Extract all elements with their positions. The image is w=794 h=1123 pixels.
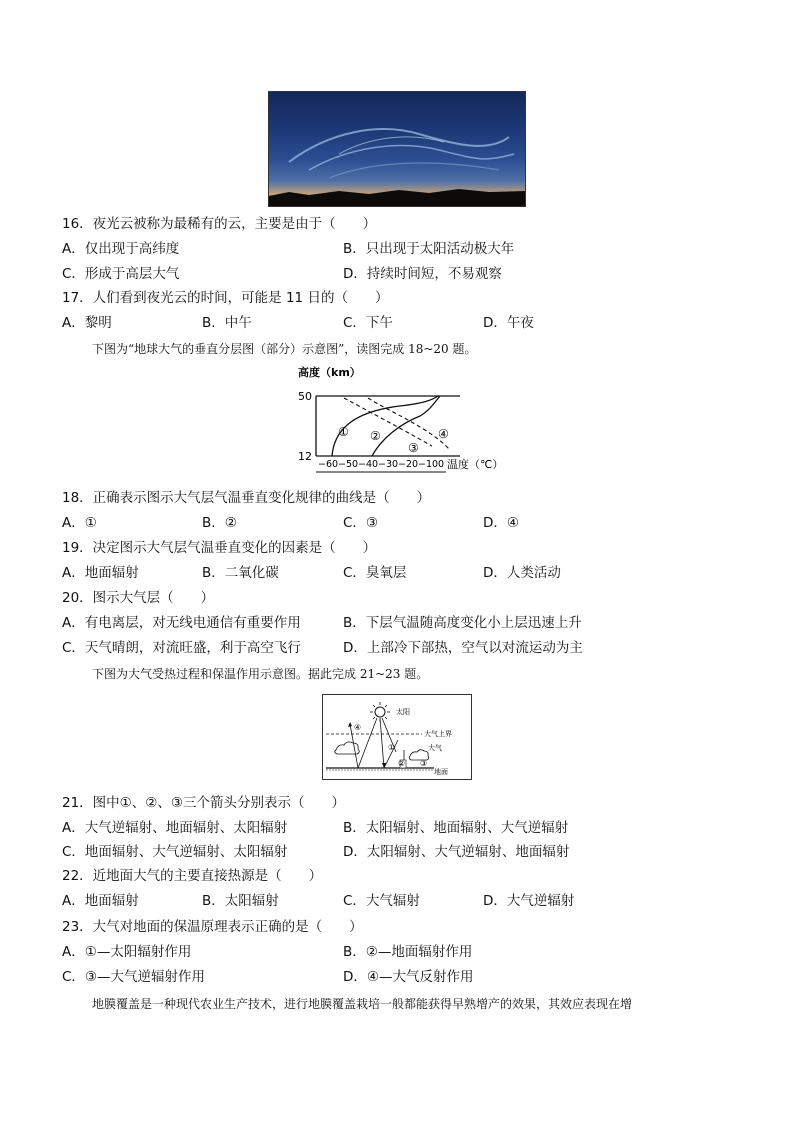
q22-option-a[interactable]: A．地面辐射 [62,893,139,909]
q22-stem: 22．近地面大气的主要直接热源是（ ） [62,868,323,884]
q20-option-a[interactable]: A．有电离层，对无线电通信有重要作用 [62,615,301,631]
q23-option-a[interactable]: A．①—太阳辐射作用 [62,944,192,960]
q16-option-c[interactable]: C．形成于高层大气 [62,266,180,282]
curve-label-3: ③ [408,441,419,455]
q19-option-a[interactable]: A．地面辐射 [62,565,139,581]
fig1-y-top: 50 [298,390,312,403]
atmosphere-layer-figure [290,362,510,480]
q21-option-a[interactable]: A．大气逆辐射、地面辐射、太阳辐射 [62,820,288,836]
cloud-streaks [269,92,525,206]
q16-option-d[interactable]: D．持续时间短，不易观察 [343,266,502,282]
fig1-xlabel: 温度（℃） [447,458,504,471]
fig1-ylabel: 高度（km） [298,366,361,379]
q23-stem: 23．大气对地面的保温原理表示正确的是（ ） [62,919,363,935]
q18-stem: 18．正确表示图示大气层气温垂直变化规律的曲线是（ ） [62,490,431,506]
label-upper-atmosphere: 大气上界 [424,730,452,738]
xtick-3: −40 [358,459,379,470]
q22-option-c[interactable]: C．大气辐射 [343,893,420,909]
curve-label-4: ④ [438,427,449,441]
fig2-label-1: ① [388,743,396,752]
q18-option-d[interactable]: D．④ [483,515,519,531]
q17-stem: 17．人们看到夜光云的时间，可能是 11 日的（ ） [62,290,389,306]
heating-process-figure [322,694,472,780]
xtick-5: −20 [398,459,419,470]
curve-3 [344,398,432,446]
fig2-label-2: ② [398,759,406,768]
intro-21-23: 下图为大气受热过程和保温作用示意图。据此完成 21~23 题。 [92,667,429,681]
label-ground: 地面 [434,768,448,776]
q20-stem: 20．图示大气层（ ） [62,590,215,606]
q21-option-d[interactable]: D．太阳辐射、大气逆辐射、地面辐射 [343,844,570,860]
q18-option-c[interactable]: C．③ [343,515,379,531]
xtick-4: −30 [378,459,399,470]
curve-label-1: ① [338,425,349,439]
q23-option-d[interactable]: D．④—大气反射作用 [343,969,474,985]
q16-option-a[interactable]: A．仅出现于高纬度 [62,241,180,257]
q19-stem: 19．决定图示大气层气温垂直变化的因素是（ ） [62,540,377,556]
q18-option-b[interactable]: B．② [202,515,237,531]
noctilucent-cloud-photo [268,91,526,207]
q17-option-a[interactable]: A．黎明 [62,315,112,331]
q17-option-b[interactable]: B．中午 [202,315,252,331]
q20-option-b[interactable]: B．下层气温随高度变化小上层迅速上升 [343,615,582,631]
q19-option-c[interactable]: C．臭氧层 [343,565,407,581]
fig2-label-3: ③ [420,759,428,768]
q22-option-d[interactable]: D．大气逆辐射 [483,893,575,909]
q19-option-d[interactable]: D．人类活动 [483,565,561,581]
q20-option-c[interactable]: C．天气晴朗，对流旺盛，利于高空飞行 [62,640,301,656]
label-atmosphere: 大气 [428,744,442,752]
q22-option-b[interactable]: B．太阳辐射 [202,893,279,909]
intro-18-20: 下图为“地球大气的垂直分层图（部分）示意图”，读图完成 18~20 题。 [92,342,477,356]
label-sun: 太阳 [396,708,410,716]
q20-option-d[interactable]: D．上部冷下部热，空气以对流运动为主 [343,640,583,656]
q17-option-d[interactable]: D．午夜 [483,315,534,331]
xtick-2: −50 [338,459,359,470]
curve-label-2: ② [370,429,381,443]
q16-option-b[interactable]: B．只出现于太阳活动极大年 [343,241,515,257]
q23-option-c[interactable]: C．③—大气逆辐射作用 [62,969,206,985]
xtick-1: −60 [318,459,339,470]
q16-stem: 16．夜光云被称为最稀有的云，主要是由于（ ） [62,216,377,232]
fig1-xticks [318,459,444,470]
q21-option-b[interactable]: B．太阳辐射、地面辐射、大气逆辐射 [343,820,569,836]
q18-option-a[interactable]: A．① [62,515,97,531]
q23-option-b[interactable]: B．②—地面辐射作用 [343,944,473,960]
intro-mulch: 地膜覆盖是一种现代农业生产技术，进行地膜覆盖栽培一般都能获得早熟增产的效果，其效应表现在增 [92,997,633,1011]
xtick-7: 0 [438,459,445,470]
q17-option-c[interactable]: C．下午 [343,315,393,331]
xtick-6: −10 [418,459,439,470]
q21-option-c[interactable]: C．地面辐射、大气逆辐射、太阳辐射 [62,844,288,860]
fig2-label-4: ④ [354,723,362,732]
fig1-y-bottom: 12 [298,450,312,463]
q21-stem: 21．图中①、②、③三个箭头分别表示（ ） [62,795,345,811]
q19-option-b[interactable]: B．二氧化碳 [202,565,279,581]
